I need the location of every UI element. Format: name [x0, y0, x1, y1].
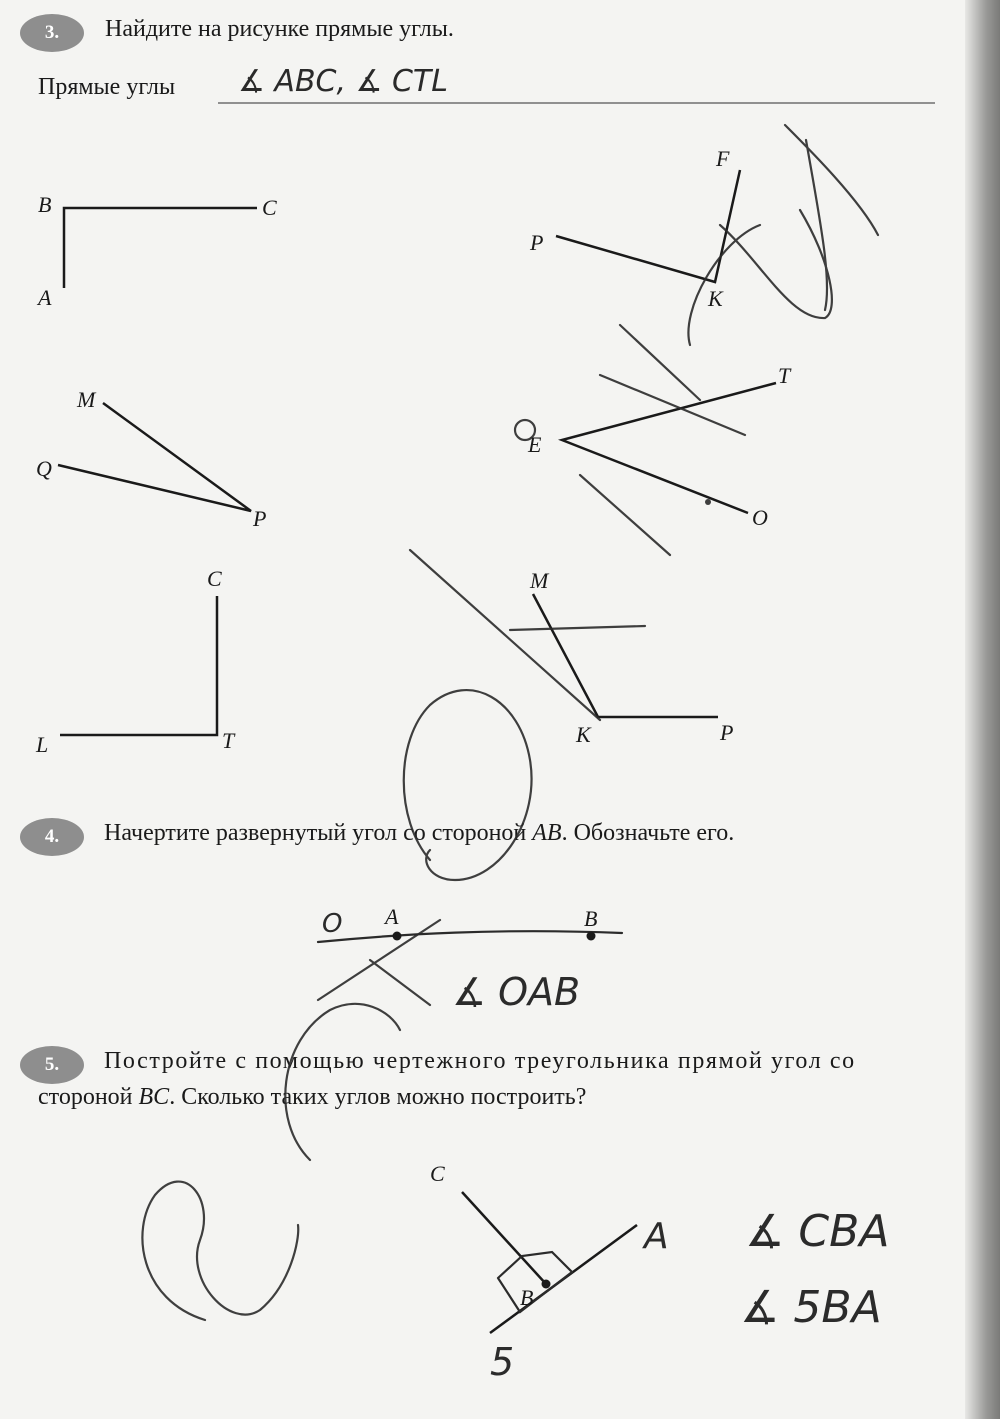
task-5-answer-1: ∡ CBA [745, 1206, 890, 1257]
right-angle-drawing [430, 1161, 889, 1384]
label-t2: T [222, 728, 235, 753]
label-c: C [262, 195, 277, 220]
task-4-badge: 4. [20, 818, 84, 856]
label-point-b5: B [520, 1285, 534, 1310]
label-m: M [77, 387, 96, 412]
task-5-text-1: стороной [38, 1084, 139, 1110]
straight-angle-drawing [318, 904, 622, 1014]
label-e: E [528, 432, 542, 457]
label-p2: P [253, 506, 267, 531]
label-c2: C [207, 566, 222, 591]
label-l: L [36, 732, 49, 757]
label-k2: K [576, 722, 591, 747]
label-a: A [38, 285, 52, 310]
label-b: B [38, 192, 52, 217]
label-p: P [530, 230, 544, 255]
answer-label: Прямые углы [38, 74, 176, 100]
angle-mkp [529, 568, 733, 747]
task-4-answer: ∡ OAB [452, 970, 581, 1014]
handwritten-a: A [644, 1216, 669, 1257]
task-5-answer-2: ∡ 5BA [740, 1282, 882, 1333]
label-p3: P [720, 720, 734, 745]
label-m2: M [530, 568, 549, 593]
task-5-badge: 5. [20, 1046, 84, 1084]
point-a-dot [393, 932, 402, 941]
handwritten-answer: ∡ ABC, ∡ CTL [238, 64, 448, 99]
label-point-a: A [385, 904, 399, 929]
label-q: Q [36, 456, 52, 481]
label-point-c: C [430, 1161, 445, 1186]
label-t: T [778, 363, 791, 388]
label-f: F [716, 146, 730, 171]
point-b-vertex [542, 1280, 551, 1289]
task-4-text-1: Начертите развернутый угол со стороной [104, 820, 533, 846]
angle-teo [527, 363, 792, 530]
angle-mpq [36, 387, 266, 531]
angle-ctl [35, 566, 236, 757]
task-4-side-label: AB [532, 820, 562, 846]
task-3-badge: 3. [20, 14, 84, 52]
handwritten-5: 5 [490, 1340, 515, 1384]
task-5-text-2: . Сколько таких углов можно построить? [169, 1084, 587, 1110]
task-3-title: Найдите на рисунке прямые углы. [105, 16, 454, 42]
task-5-line-1: Постройте с помощью чертежного треугольника прямой угол со [104, 1048, 856, 1074]
label-point-b: B [584, 906, 598, 931]
handwritten-scribble [142, 125, 878, 1320]
task-5-side-label: BC [138, 1084, 170, 1110]
angle-abc [36, 192, 277, 310]
angle-fkp [529, 146, 740, 311]
point-b-dot [587, 932, 596, 941]
label-k: K [708, 286, 723, 311]
label-o: O [752, 505, 768, 530]
task-4-text-2: . Обозначьте его. [561, 820, 735, 846]
handwritten-o: O [322, 909, 343, 939]
